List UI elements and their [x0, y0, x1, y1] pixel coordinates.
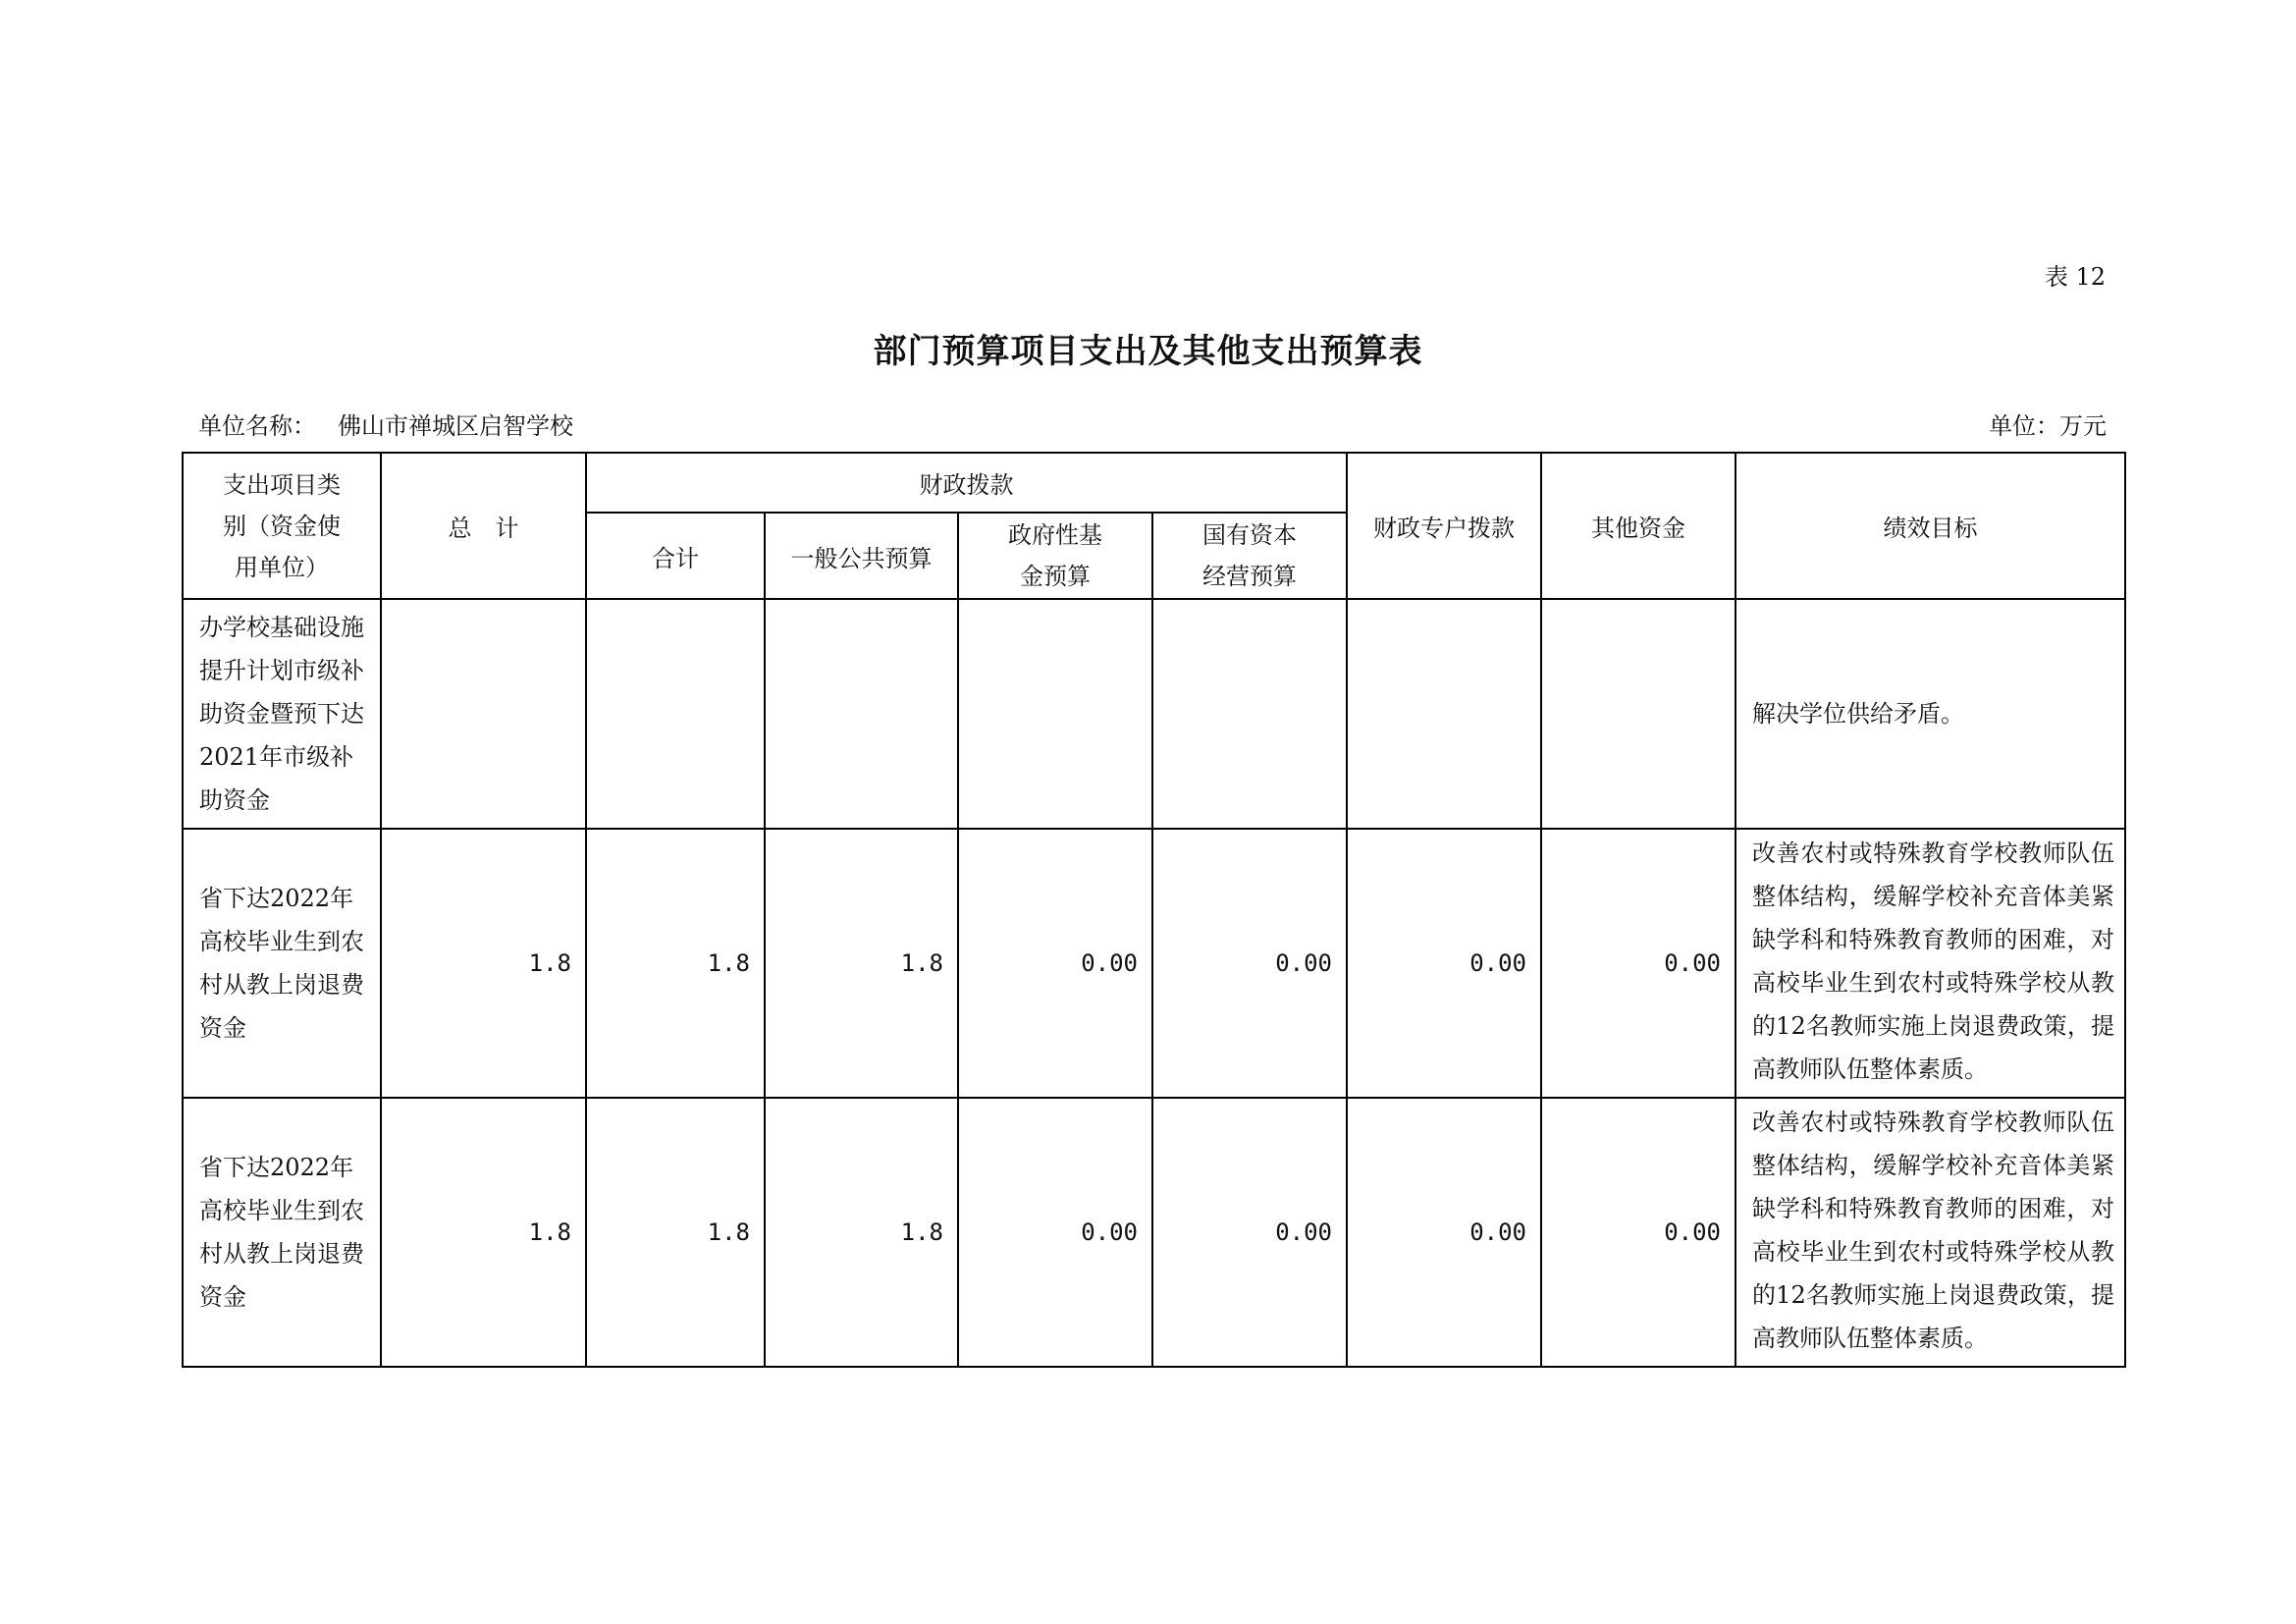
header-fiscal: 财政拨款 [586, 453, 1347, 513]
cell-goal: 改善农村或特殊教育学校教师队伍整体结构，缓解学校补充音体美紧缺学科和特殊教育教师的困难，对高校毕业生到农村或特殊学校从教的12名教师实施上岗退费政策，提高教师队伍整体素质。 [1735, 829, 2125, 1098]
cell-state-capital: 0.00 [1152, 829, 1347, 1098]
row-name: 省下达2022年高校毕业生到农村从教上岗退费资金 [183, 829, 381, 1098]
row-name: 办学校基础设施提升计划市级补助资金暨预下达2021年市级补助资金 [183, 599, 381, 829]
page-title: 部门预算项目支出及其他支出预算表 [873, 332, 1423, 371]
table-row [183, 1098, 2125, 1367]
cell-special [1347, 599, 1541, 829]
cell-subtotal: 1.8 [586, 829, 765, 1098]
cell-total [381, 599, 586, 829]
table-row [183, 829, 2125, 1098]
header-goal: 绩效目标 [1735, 453, 2125, 599]
cell-special: 0.00 [1347, 1098, 1541, 1367]
header-subtotal: 合计 [586, 513, 765, 599]
cell-subtotal: 1.8 [586, 1098, 765, 1367]
cell-other [1541, 599, 1735, 829]
unit-name-value: 佛山市禅城区启智学校 [338, 412, 573, 440]
cell-other: 0.00 [1541, 1098, 1735, 1367]
cell-gov-fund: 0.00 [958, 1098, 1152, 1367]
cell-subtotal [586, 599, 765, 829]
unit-name-label: 单位名称： [198, 412, 316, 440]
unit-name-line [198, 406, 573, 441]
row-name: 省下达2022年高校毕业生到农村从教上岗退费资金 [183, 1098, 381, 1367]
cell-general: 1.8 [765, 829, 958, 1098]
cell-total: 1.8 [381, 1098, 586, 1367]
cell-gov-fund: 0.00 [958, 829, 1152, 1098]
header-gov-fund: 政府性基金预算 [958, 513, 1152, 599]
budget-table [182, 452, 2126, 1368]
cell-total: 1.8 [381, 829, 586, 1098]
cell-gov-fund [958, 599, 1152, 829]
cell-goal: 解决学位供给矛盾。 [1735, 599, 2125, 829]
cell-general [765, 599, 958, 829]
currency-unit: 单位：万元 [1989, 412, 2107, 440]
header-total: 总 计 [381, 453, 586, 599]
cell-state-capital: 0.00 [1152, 1098, 1347, 1367]
table-row [183, 599, 2125, 829]
header-other: 其他资金 [1541, 453, 1735, 599]
cell-general: 1.8 [765, 1098, 958, 1367]
header-category: 支出项目类别（资金使用单位） [183, 453, 381, 599]
header-state-capital: 国有资本经营预算 [1152, 513, 1347, 599]
header-special: 财政专户拨款 [1347, 453, 1541, 599]
cell-other: 0.00 [1541, 829, 1735, 1098]
cell-state-capital [1152, 599, 1347, 829]
table-number: 表 12 [2044, 263, 2106, 291]
cell-goal: 改善农村或特殊教育学校教师队伍整体结构，缓解学校补充音体美紧缺学科和特殊教育教师的困难，对高校毕业生到农村或特殊学校从教的12名教师实施上岗退费政策，提高教师队伍整体素质。 [1735, 1098, 2125, 1367]
header-general: 一般公共预算 [765, 513, 958, 599]
cell-special: 0.00 [1347, 829, 1541, 1098]
